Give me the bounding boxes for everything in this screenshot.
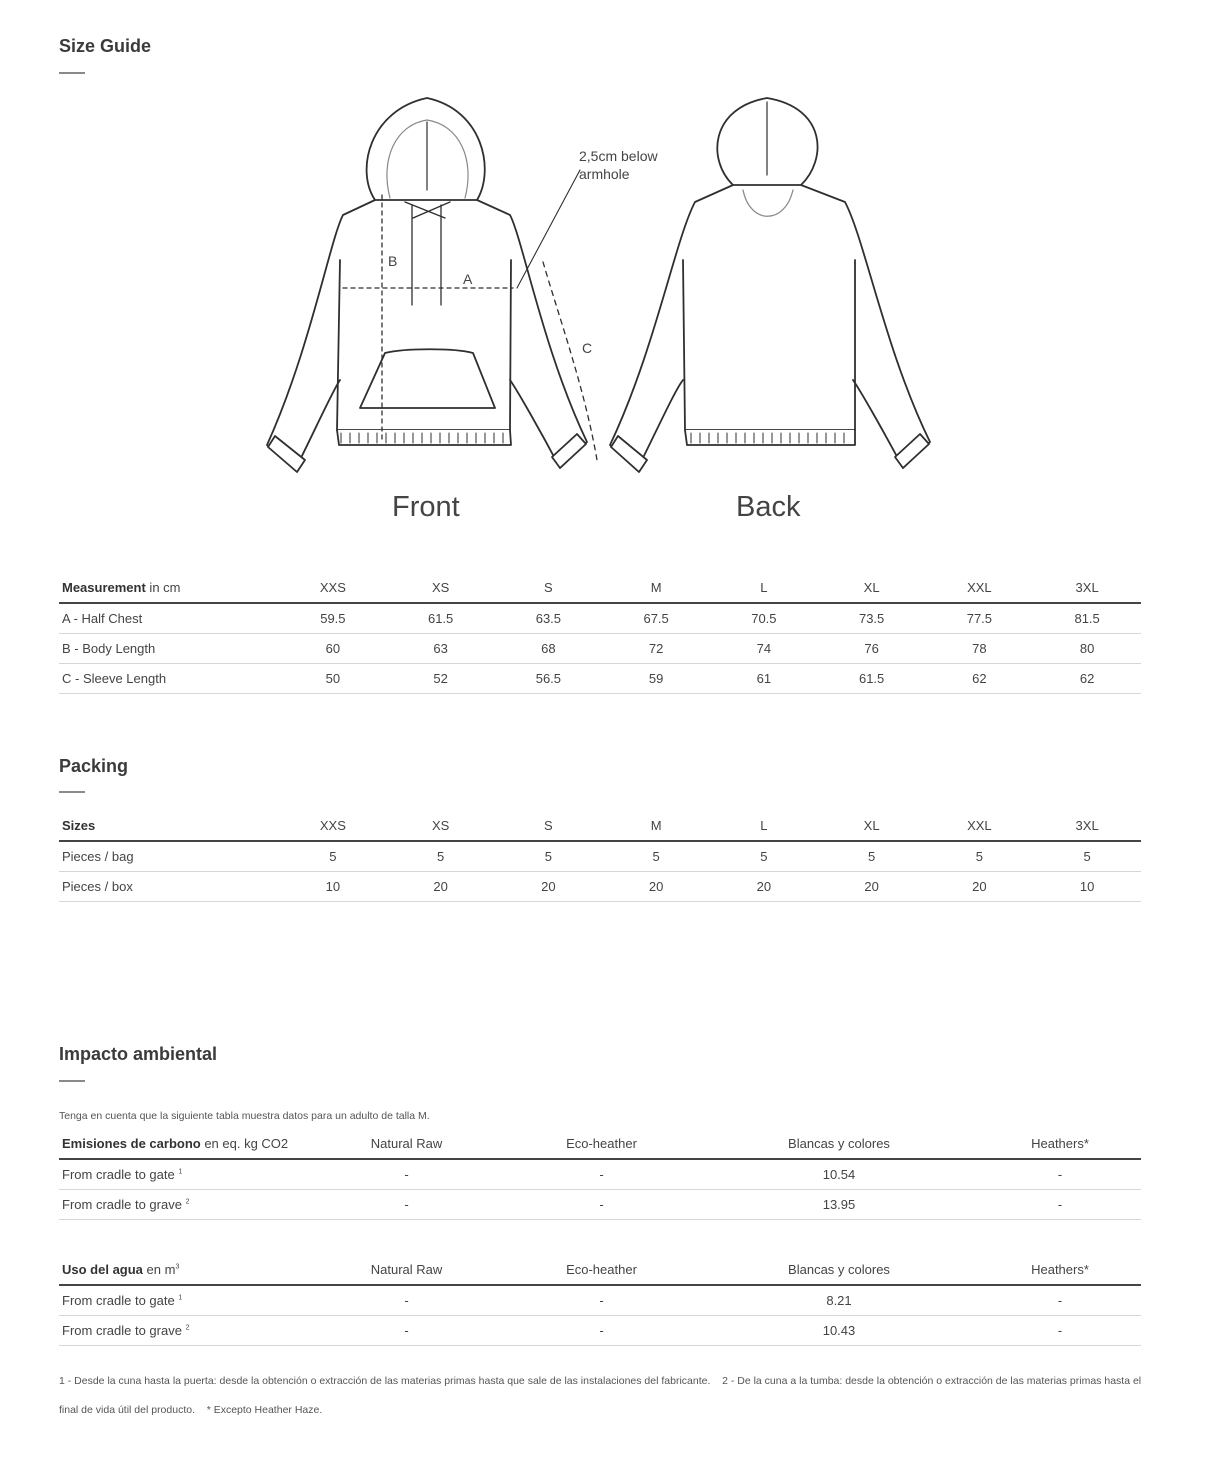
table-cell: - (979, 1159, 1141, 1190)
table-cell: 10.43 (699, 1316, 979, 1346)
table-cell: 20 (926, 872, 1034, 902)
row-label: C - Sleeve Length (59, 664, 279, 694)
table-cell: 5 (387, 841, 495, 872)
table-row (59, 1190, 1141, 1220)
size-guide-rule (59, 72, 85, 74)
table-cell: 8.21 (699, 1285, 979, 1316)
measurement-header: Measurement in cm (59, 572, 279, 603)
table-row (59, 634, 1141, 664)
packing-rule (59, 791, 85, 793)
row-label: B - Body Length (59, 634, 279, 664)
table-cell: 50 (279, 664, 387, 694)
table-cell: - (309, 1159, 504, 1190)
table-cell: 77.5 (926, 603, 1034, 634)
marker-c: C (582, 340, 593, 356)
table-cell: 74 (710, 634, 818, 664)
column-header: Eco-heather (504, 1254, 699, 1285)
table-cell: 10.54 (699, 1159, 979, 1190)
back-view-label: Back (736, 491, 801, 523)
table-cell: 63.5 (495, 603, 603, 634)
column-header: Natural Raw (309, 1128, 504, 1159)
table-cell: 63 (387, 634, 495, 664)
packing-table (59, 810, 1141, 902)
size-measurement-table (59, 572, 1141, 694)
table-cell: 61.5 (818, 664, 926, 694)
column-header: Eco-heather (504, 1128, 699, 1159)
table-cell: 59 (602, 664, 710, 694)
table-row (59, 664, 1141, 694)
table-cell: 70.5 (710, 603, 818, 634)
table-row (59, 1159, 1141, 1190)
table-header-row (59, 572, 1141, 603)
footnote-3: * Excepto Heather Haze. (206, 1404, 323, 1416)
row-label: Pieces / box (59, 872, 279, 902)
packing-title: Packing (59, 756, 129, 776)
row-label: From cradle to gate $^1$ (59, 1285, 309, 1316)
marker-a: A (463, 271, 473, 287)
column-header: Heathers* (979, 1128, 1141, 1159)
table-cell: - (979, 1190, 1141, 1220)
table-cell: 60 (279, 634, 387, 664)
footnotes (59, 1367, 1149, 1425)
size-guide-title: Size Guide (59, 36, 152, 56)
table-cell: 68 (495, 634, 603, 664)
column-header: Heathers* (979, 1254, 1141, 1285)
column-header: Natural Raw (309, 1254, 504, 1285)
size-header: L (710, 810, 818, 841)
table-cell: 62 (926, 664, 1034, 694)
armhole-callout-line1: 2,5cm below (579, 148, 658, 164)
size-header: S (495, 810, 603, 841)
footnote-1: 1 - Desde la cuna hasta la puerta: desde la obtención o extracción de las materias primas hasta que sale de las instalaciones del fabricante. (59, 1375, 711, 1387)
table-cell: - (309, 1316, 504, 1346)
table-cell: 56.5 (495, 664, 603, 694)
size-header: XXS (279, 810, 387, 841)
sizes-header: Sizes (59, 810, 279, 841)
table-cell: 13.95 (699, 1190, 979, 1220)
table-row (59, 603, 1141, 634)
table-cell: - (504, 1190, 699, 1220)
size-header: S (495, 572, 603, 603)
table-cell: 5 (602, 841, 710, 872)
table-cell: 5 (495, 841, 603, 872)
carbon-header: Emisiones de carbono en eq. kg CO2 (59, 1128, 309, 1159)
impact-rule (59, 1080, 85, 1082)
table-cell: - (309, 1190, 504, 1220)
table-cell: 72 (602, 634, 710, 664)
table-cell: - (504, 1316, 699, 1346)
size-header: XXL (926, 810, 1034, 841)
hoodie-back-drawing (610, 98, 930, 472)
table-row (59, 1285, 1141, 1316)
table-cell: 73.5 (818, 603, 926, 634)
table-row (59, 1316, 1141, 1346)
water-header: Uso del agua en $m^3$ (59, 1254, 309, 1285)
size-header: XL (818, 810, 926, 841)
table-cell: 52 (387, 664, 495, 694)
footnote-2: 2 - De la cuna a la tumba: desde la obtención o extracción de las materias primas hasta el final de vida útil del producto. (59, 1375, 1142, 1416)
table-header-row (59, 810, 1141, 841)
table-cell: 67.5 (602, 603, 710, 634)
table-cell: - (979, 1285, 1141, 1316)
row-label: A - Half Chest (59, 603, 279, 634)
table-cell: 20 (495, 872, 603, 902)
table-cell: 5 (1033, 841, 1141, 872)
size-header: XS (387, 810, 495, 841)
table-cell: 62 (1033, 664, 1141, 694)
impact-note: Tenga en cuenta que la siguiente tabla muestra datos para un adulto de talla M. (59, 1110, 430, 1122)
table-cell: 20 (710, 872, 818, 902)
table-cell: - (504, 1285, 699, 1316)
table-cell: 5 (818, 841, 926, 872)
row-label: From cradle to gate $^1$ (59, 1159, 309, 1190)
table-cell: 20 (818, 872, 926, 902)
table-cell: - (504, 1159, 699, 1190)
table-cell: 76 (818, 634, 926, 664)
table-row (59, 841, 1141, 872)
size-header: XXL (926, 572, 1034, 603)
table-cell: 10 (279, 872, 387, 902)
row-label: Pieces / bag (59, 841, 279, 872)
table-cell: 10 (1033, 872, 1141, 902)
carbon-emissions-table (59, 1128, 1141, 1220)
table-header-row (59, 1254, 1141, 1285)
table-cell: - (979, 1316, 1141, 1346)
marker-b: B (388, 253, 398, 269)
size-header: 3XL (1033, 572, 1141, 603)
table-cell: 5 (926, 841, 1034, 872)
armhole-callout-line2: armhole (579, 166, 630, 182)
table-cell: 5 (710, 841, 818, 872)
size-header: M (602, 810, 710, 841)
front-view-label: Front (392, 491, 460, 523)
size-header: XS (387, 572, 495, 603)
table-cell: 5 (279, 841, 387, 872)
table-cell: 81.5 (1033, 603, 1141, 634)
column-header: Blancas y colores (699, 1128, 979, 1159)
size-header: XL (818, 572, 926, 603)
table-cell: - (309, 1285, 504, 1316)
table-cell: 20 (602, 872, 710, 902)
table-cell: 59.5 (279, 603, 387, 634)
column-header: Blancas y colores (699, 1254, 979, 1285)
table-row (59, 872, 1141, 902)
size-header: 3XL (1033, 810, 1141, 841)
hoodie-technical-drawing (255, 90, 955, 540)
table-cell: 61 (710, 664, 818, 694)
table-cell: 20 (387, 872, 495, 902)
size-header: L (710, 572, 818, 603)
row-label: From cradle to grave $^2$ (59, 1190, 309, 1220)
table-cell: 78 (926, 634, 1034, 664)
table-cell: 80 (1033, 634, 1141, 664)
water-usage-table (59, 1254, 1141, 1346)
size-header: XXS (279, 572, 387, 603)
hoodie-front-drawing (267, 98, 597, 472)
table-cell: 61.5 (387, 603, 495, 634)
size-header: M (602, 572, 710, 603)
row-label: From cradle to grave $^2$ (59, 1316, 309, 1346)
table-header-row (59, 1128, 1141, 1159)
impact-title: Impacto ambiental (59, 1044, 218, 1064)
